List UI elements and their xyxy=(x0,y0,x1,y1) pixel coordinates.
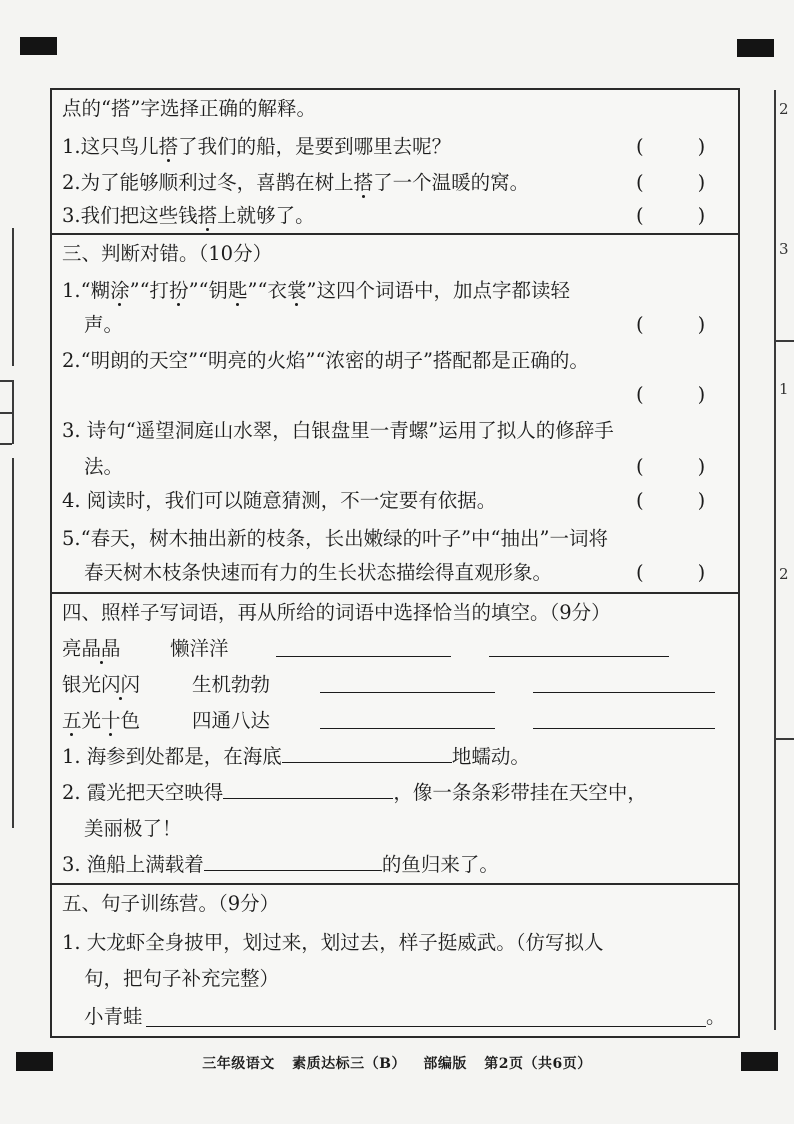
answer-parentheses[interactable]: ( ) xyxy=(636,204,706,227)
fill-question: 2. 霞光把天空映得 ，像一条条彩带挂在天空中， xyxy=(62,781,647,804)
question-line: 4. 阅读时，我们可以随意猜测，不一定要有依据。 xyxy=(62,489,497,512)
question-line: 3. 诗句“遥望洞庭山水翠，白银盘里一青螺”运用了拟人的修辞手 xyxy=(62,419,614,442)
footer-page: 第2页（共6页） xyxy=(484,1056,592,1072)
dotted-char: 十 xyxy=(101,709,121,732)
margin-line xyxy=(12,228,14,366)
adjacent-page-rule xyxy=(775,738,794,740)
section-prev-intro: 点的“搭”字选择正确的解释。 xyxy=(62,97,316,120)
answer-line-start: 小青蛙 xyxy=(84,1005,143,1028)
dotted-char: 搭 xyxy=(158,135,179,158)
answer-parentheses[interactable]: ( ) xyxy=(636,561,706,584)
page-footer xyxy=(0,1053,794,1073)
example-word: 生机勃勃 xyxy=(192,673,271,696)
answer-parentheses[interactable]: ( ) xyxy=(636,489,706,512)
question-line: 5.“春天，树木抽出新的枝条，长出嫩绿的叶子”中“抽出”一词将 xyxy=(62,527,608,550)
question-line-cont: 声。 xyxy=(84,313,124,336)
adjacent-page-rule xyxy=(775,340,794,342)
answer-parentheses[interactable]: ( ) xyxy=(636,171,706,194)
question-line: 3.我们把这些钱搭上就够了。 xyxy=(62,204,315,227)
registration-mark-top-right xyxy=(737,39,774,57)
answer-blank[interactable] xyxy=(146,1026,706,1027)
dotted-char: 搭 xyxy=(197,204,218,227)
section-title: 五、句子训练营。（9分） xyxy=(62,892,280,915)
dotted-char: 扮 xyxy=(169,279,189,302)
footer-edition: 部编版 xyxy=(423,1056,467,1072)
example-word: 五光十色 xyxy=(62,709,141,732)
question-line-cont: 春天树木枝条快速而有力的生长状态描绘得直观形象。 xyxy=(84,561,553,584)
section-divider xyxy=(52,592,738,594)
dotted-char: 搭 xyxy=(353,171,374,194)
fill-blank[interactable] xyxy=(223,780,393,799)
question-line: 2.为了能够顺利过冬，喜鹊在树上搭了一个温暖的窝。 xyxy=(62,171,530,194)
answer-parentheses[interactable]: ( ) xyxy=(636,455,706,478)
answer-parentheses[interactable]: ( ) xyxy=(636,383,706,406)
answer-parentheses[interactable]: ( ) xyxy=(636,313,706,336)
word-blank[interactable] xyxy=(320,728,495,729)
margin-line xyxy=(0,412,12,414)
margin-line xyxy=(0,443,12,445)
dotted-char: 晶晶 xyxy=(81,637,121,660)
question-line: 1. 大龙虾全身披甲，划过来，划过去，样子挺威武。（仿写拟人 xyxy=(62,931,604,954)
answer-line-end: 。 xyxy=(706,1005,726,1028)
example-word: 银光闪闪 xyxy=(62,673,141,696)
question-line-cont: 法。 xyxy=(84,455,124,478)
footer-test: 素质达标三（B） xyxy=(292,1056,406,1072)
fill-question: 1. 海参到处都是，在海底 地蠕动。 xyxy=(62,745,530,768)
fill-blank[interactable] xyxy=(204,852,382,871)
exam-page xyxy=(50,88,740,1038)
dotted-char: 涂 xyxy=(110,279,130,302)
dotted-char: 五 xyxy=(62,709,82,732)
margin-line xyxy=(12,458,14,828)
word-blank[interactable] xyxy=(489,656,669,657)
question-line: 1.“糊涂”“打扮”“钥匙”“衣裳”这四个词语中，加点字都读轻 xyxy=(62,279,570,302)
fill-blank[interactable] xyxy=(282,744,452,763)
question-line: 2.“明朗的天空”“明亮的火焰”“浓密的胡子”搭配都是正确的。 xyxy=(62,349,589,372)
word-blank[interactable] xyxy=(320,692,495,693)
adjacent-page-number: 2 xyxy=(779,100,789,118)
dotted-char: 裳 xyxy=(286,279,307,302)
section-divider xyxy=(52,233,738,235)
section-title: 三、判断对错。（10分） xyxy=(62,242,273,265)
word-blank[interactable] xyxy=(533,728,715,729)
section-divider xyxy=(52,883,738,885)
question-line-cont: 句，把句子补充完整） xyxy=(84,967,280,990)
margin-line xyxy=(12,380,14,444)
example-word: 四通八达 xyxy=(192,709,271,732)
word-blank[interactable] xyxy=(276,656,451,657)
dotted-char: 匙 xyxy=(228,279,248,302)
adjacent-page-number: 2 xyxy=(779,565,789,583)
example-word: 懒洋洋 xyxy=(170,637,229,660)
adjacent-page-number: 3 xyxy=(779,240,789,258)
adjacent-page-number: 1 xyxy=(779,380,789,398)
adjacent-page-border xyxy=(774,90,776,1030)
fill-question: 3. 渔船上满载着 的鱼归来了。 xyxy=(62,853,499,876)
footer-subject: 三年级语文 xyxy=(202,1056,275,1072)
example-word: 亮晶晶 xyxy=(62,637,121,660)
word-blank[interactable] xyxy=(533,692,715,693)
fill-question-cont: 美丽极了！ xyxy=(84,817,182,840)
answer-parentheses[interactable]: ( ) xyxy=(636,135,706,158)
question-line: 1.这只鸟儿搭了我们的船，是要到哪里去呢？ xyxy=(62,135,452,158)
dotted-char: 闪闪 xyxy=(101,673,141,696)
section-title: 四、照样子写词语，再从所给的词语中选择恰当的填空。（9分） xyxy=(62,601,611,624)
margin-line xyxy=(0,380,12,382)
registration-mark-top-left xyxy=(20,37,57,55)
